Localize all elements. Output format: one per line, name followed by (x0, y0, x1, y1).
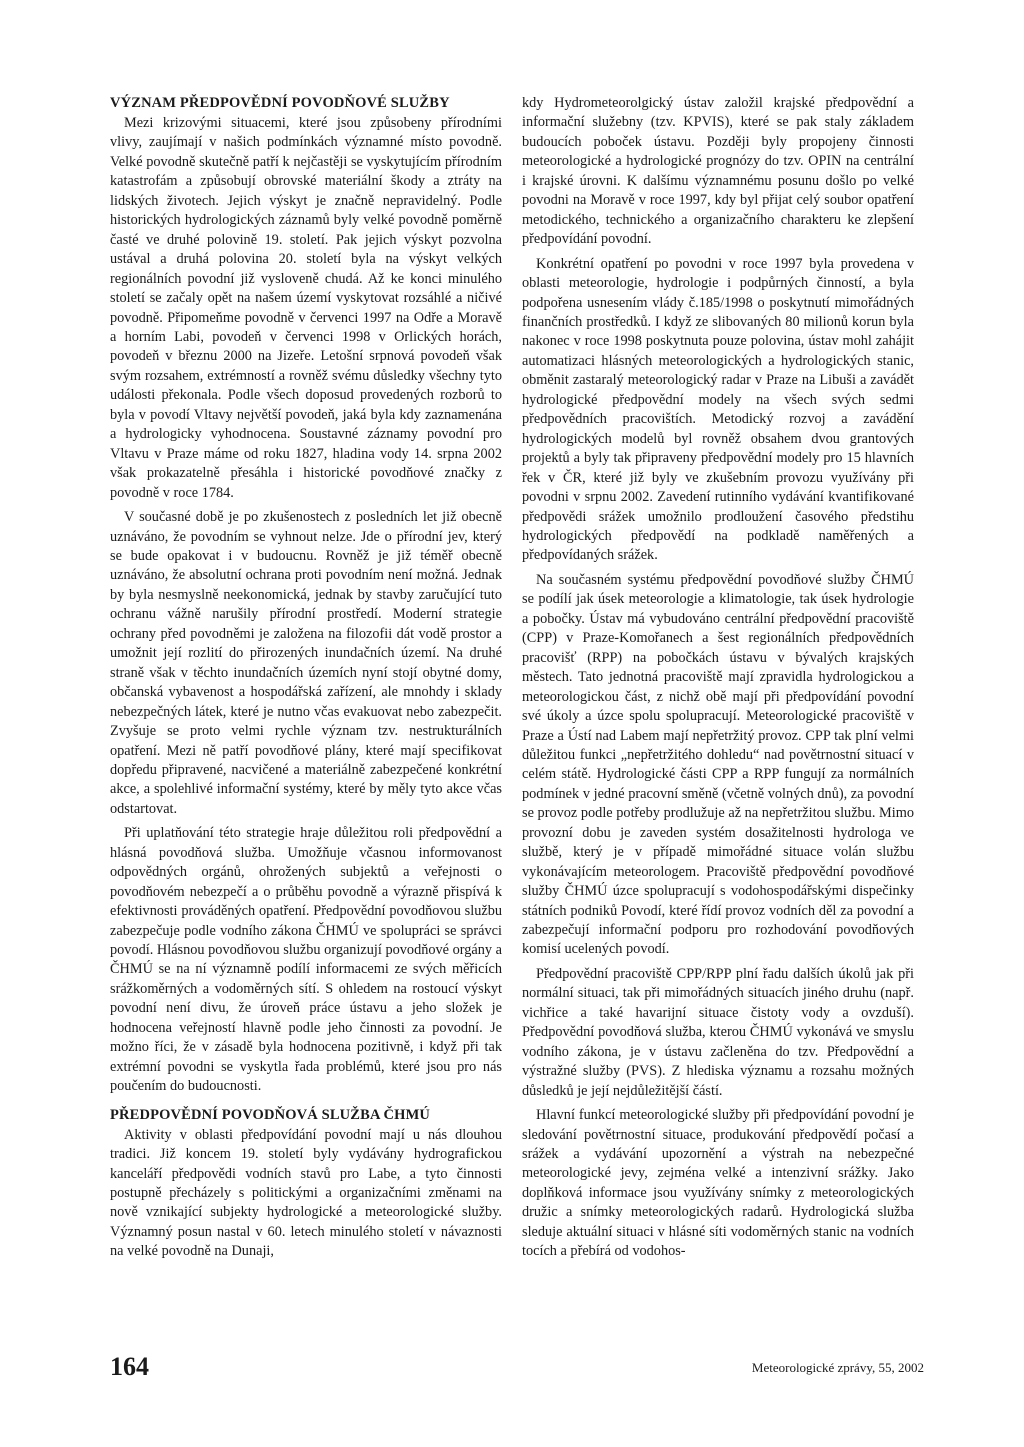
paragraph: Při uplatňování této strategie hraje důležitou roli předpovědní a hlásná povodňová služba. Umožňuje včasnou informovanost odpovědných orgánů, ohrožených subjektů a veřejnosti o povodňovém nebezpečí a o průběhu povodně a výrazně přispívá k efektivnosti prováděných opatření. Předpovědní povodňovou službu zabezpečuje podle vodního zákona ČHMÚ ve spolupráci se správci povodí. Hlásnou povodňovou službu organizují povodňové orgány a ČHMÚ se na ní významně podílí informacemi ze svých měřicích srážkoměrných a vodoměrných sítí. S ohledem na rostoucí výskyt povodní není divu, že úroveň práce ústavu a jeho složek je hodnocena veřejností hlavně podle jeho činnosti za povodní. Je možno říci, že v zásadě byla hodnocena pozitivně, i když při tak extrémní povodni se vyskytla řada problémů, které jsou pro nás poučením do budoucnosti. (110, 825, 502, 1095)
paragraph: kdy Hydrometeorolgický ústav založil krajské předpovědní a informační služebny (tzv. KPVIS), které se pak staly základem budoucích poboček ústavu. Později byly propojeny činnosti meteorologické a hydrologické prognózy do tzv. OPIN na centrální i krajské úrovni. K dalšímu významnému posunu došlo po velké povodni na Moravě v roce 1997, kdy byl přijat celý soubor opatření metodického, technického a organizačního charakteru ke zlepšení předpovídání povodní. (522, 95, 914, 248)
paragraph: Konkrétní opatření po povodni v roce 1997 byla provedena v oblasti meteorologie, hydrologie i podpůrných činností, a byla podpořena usnesením vlády č.185/1998 o poskytnutí mimořádných finančních prostředků. I když ze slibovaných 80 milionů korun byla nakonec v roce 1998 poskytnuta pouze polovina, ústav mohl zahájit automatizaci hlásných meteorologických a hydrologických stanic, obměnit zastaralý meteorologický radar v Praze na Libuši a zavádět hydrologické předpovědní modely na všech svých sedmi předpovědních pracovištích. Metodický rozvoj a zavádění hydrologických modelů byl rovněž obsahem dvou grantových projektů a byly tak připraveny předpovědní modely pro 15 hlavních řek v ČR, které již byly ve zkušebním provozu využívány při povodni v srpnu 2002. Zavedení rutinního vydávání kvantifikované předpovědi srážek umožnilo prodloužení časového předstihu hydrologických předpovědí na podkladě naměřených a předpovídaných srážek. (522, 255, 914, 564)
paragraph: Na současném systému předpovědní povodňové služby ČHMÚ se podílí jak úsek meteorologie a klimatologie, tak úsek hydrologie a pobočky. Ústav má vybudováno centrální předpovědní pracoviště (CPP) v Praze-Komořanech a šest regionálních předpovědních pracovišť (RPP) na pobočkách ústavu v bývalých krajských městech. Tato jednotná pracoviště mají zpravidla hydrologickou a meteorologickou část, z nichž obě mají při předpovídání povodní své úkoly a úzce spolu spolupracují. Meteorologické pracoviště v Praze a Ústí nad Labem mají nepřetržitý provoz. CPP tak plní velmi důležitou funkci „nepřetržitého dohledu“ nad povětrnostní situací v celém státě. Hydrologické části CPP a RPP fungují za normálních podmínek v jedné pracovní směně (včetně volných dnů), za povodní se provoz podle potřeby prodlužuje až na nepřetržitou službu. Mimo provozní dobu je zaveden systém dosažitelnosti hydrologa ve službě, který je v případě mimořádné situace volán službu vykonávajícím meteorologem. Pracoviště předpovědní povodňové služby ČHMÚ úzce spolupracují s vodohospodářskými dispečinky státních podniků Povodí, které řídí provoz vodních děl za povodní a zabezpečují informační podporu pro rozhodování povodňových komisí ucelených povodí. (522, 571, 914, 958)
paragraph: Předpovědní pracoviště CPP/RPP plní řadu dalších úkolů jak při normální situaci, tak při mimořádných situacích jiného druhu (např. vichřice a také havarijní situace čistoty vody a ovzduší). Předpovědní povodňová služba, kterou ČHMÚ vykonává ve smyslu vodního zákona, je v ústavu začleněna do tzv. Předpovědní a výstražné služby (PVS). Z hlediska významu a rozsahu možných důsledků je její nejdůležitější částí. (522, 965, 914, 1099)
paragraph: Mezi krizovými situacemi, které jsou způsobeny přírodními vlivy, zaujímají v našich podmínkách významné místo povodně. Velké povodně skutečně patří k nejčastěji se vyskytujícím přírodním katastrofám a způsobují obrovské materiální škody a ztráty na lidských životech. Jejich výskyt je značně nepravidelný. Podle historických hydrologických záznamů byly velké povodně poměrně časté ve druhé polovině 19. století. Pak jejich výskyt pozvolna ustával a druhá polovina 20. století byla na výskyt velkých regionálních povodní již vysloveně chudá. Až ke konci minulého století se začaly opět na našem území vyskytovat rozsáhlé a ničivé povodně. Připomeňme povodně v červenci 1997 na Odře a Moravě a horním Labi, povodeň v červenci 1998 v Orlických horách, povodeň v březnu 2000 na Jizeře. Letošní srpnová povodeň však svým rozsahem, extrémností a rovněž svému důsledky všechny tyto události překonala. Podle všech doposud provedených rozborů to byla v povodí Vltavy největší povodeň, jaká byla kdy zaznamenána a hydrologicky vyhodnocena. Soustavné záznamy povodní pro Vltavu v Praze máme od roku 1827, hladina vody 14. srpna 2002 však prokazatelně přesáhla i historické povodňové značky z povodně v roce 1784. (110, 115, 502, 501)
page-number: 164 (110, 1352, 149, 1381)
paragraph: V současné době je po zkušenostech z posledních let již obecně uznáváno, že povodním se vyhnout nelze. Jde o přírodní jev, který se bude opakovat i v budoucnu. Rovněž je již téměř obecně uznáváno, že absolutní ochrana proti povodním není možná. Jednak by byla nesmyslně neekonomická, jednak by stavby zaručující tuto ochranu vážně narušily přírodní prostředí. Moderní strategie ochrany před povodněmi je založena na filozofii dát vodě prostor a umožnit její rozlití do přirozených inundačních území. Na druhé straně však v těchto inundačních územích nyní stojí obytné domy, občanská vybavenost a hospodářská zařízení, ale mnohdy i sklady nebezpečných látek, které je nutno včas evakuovat nebo zabezpečit. Zvyšuje se proto velmi rychle význam tzv. nestrukturálních opatření. Mezi ně patří povodňové plány, které mají specifikovat dopředu připravené, nacvičené a materiálně zabezpečené konkrétní akce, a spolehlivé informační systémy, které by měly tyto akce včas odstartovat. (110, 509, 502, 817)
journal-citation: Meteorologické zprávy, 55, 2002 (751, 1360, 924, 1375)
right-column (522, 94, 914, 1262)
left-column (110, 94, 502, 1262)
section-heading-importance: VÝZNAM PŘEDPOVĚDNÍ POVODŇOVÉ SLUŽBY (110, 95, 450, 111)
section-heading-chmu-service: PŘEDPOVĚDNÍ POVODŇOVÁ SLUŽBA ČHMÚ (110, 1106, 431, 1123)
paragraph: Aktivity v oblasti předpovídání povodní mají u nás dlouhou tradici. Již koncem 19. století byly vydávány hydrografickou kanceláří předpovědi vodních stavů pro Labe, a tyto činnosti postupně přecházely s politickými a organizačními změnami na nově vznikající subjekty hydrologické a meteorologické služby. Významný posun nastal v 60. letech minulého století v návaznosti na velké povodně na Dunaji, (110, 1126, 502, 1260)
paragraph: Hlavní funkcí meteorologické služby při předpovídání povodní je sledování povětrnostní situace, produkování předpovědí počasí a srážek a vydávání upozornění a výstrah na nebezpečné meteorologické jevy, zejména velké a intenzivní srážky. Jako doplňková informace jsou využívány snímky z meteorologických družic a snímky meteorologických radarů. Hydrologická služba sleduje aktuální situaci v hlásné síti vodoměrných stanic na vodních tocích a přebírá od vodohos- (522, 1107, 914, 1260)
